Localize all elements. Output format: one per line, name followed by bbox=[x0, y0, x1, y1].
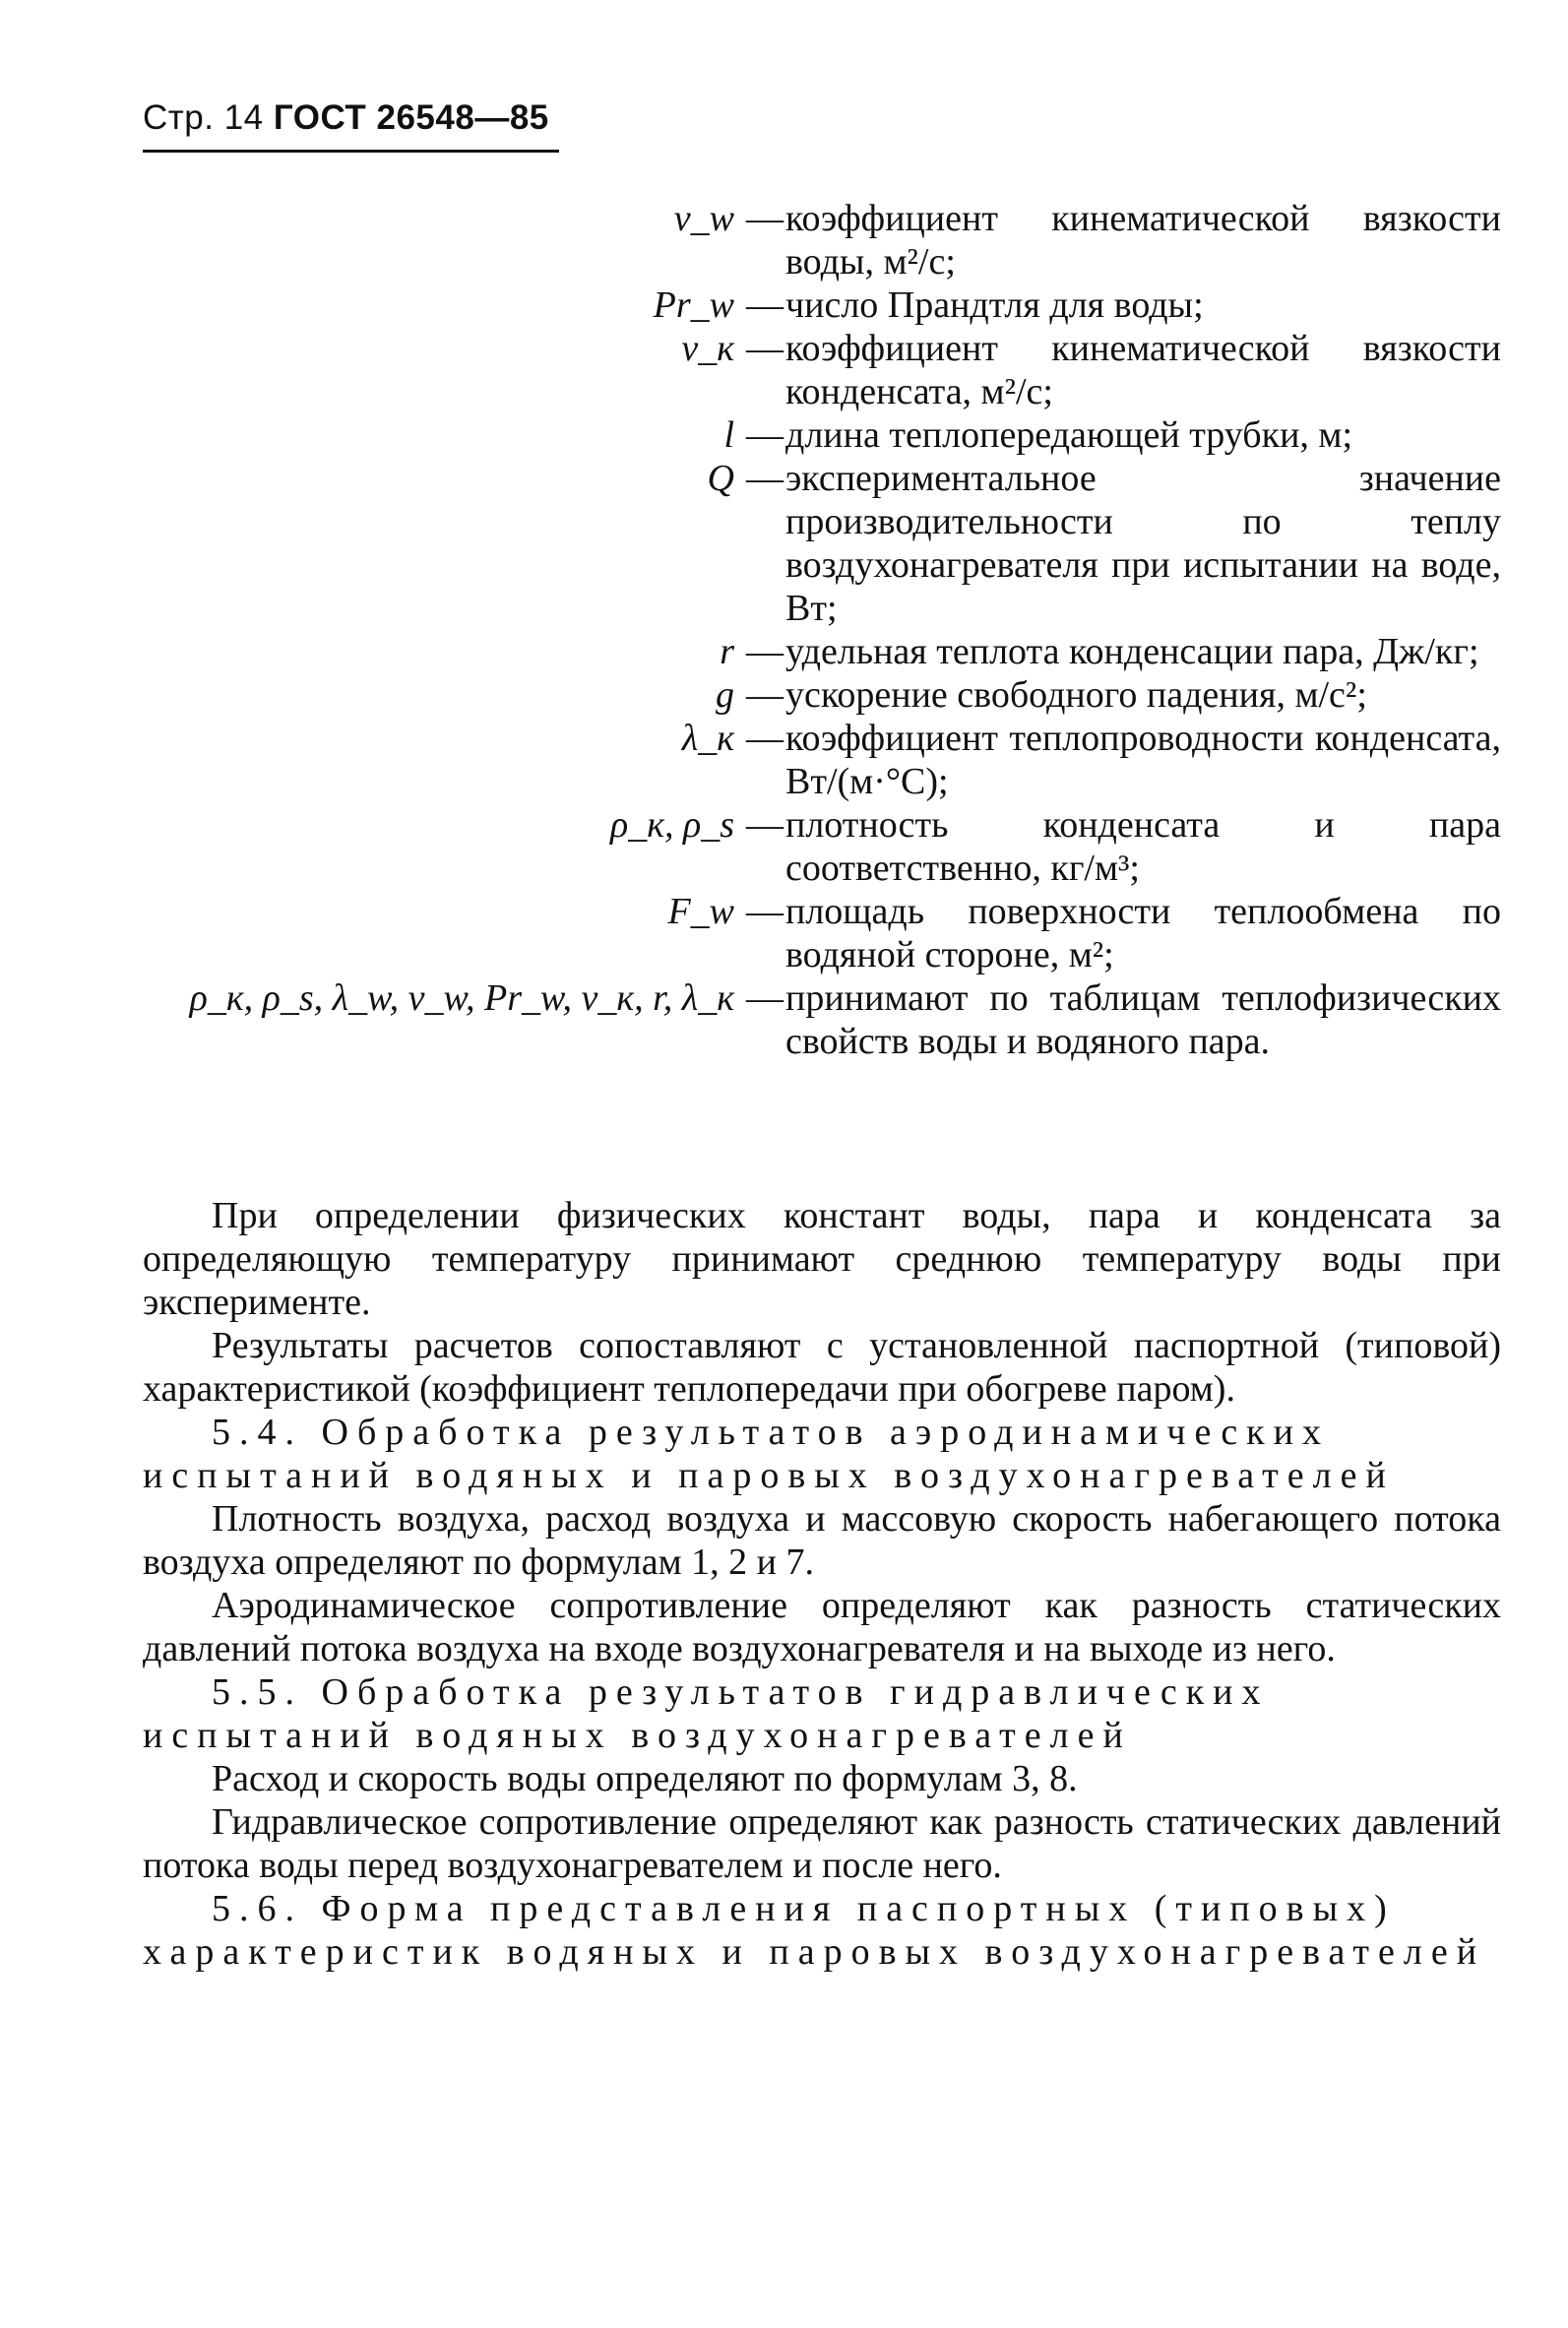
paragraph: Расход и скорость воды определяют по формулам 3, 8. bbox=[212, 1758, 1078, 1799]
definition-dash: — bbox=[746, 458, 784, 499]
definition-dash: — bbox=[746, 718, 784, 759]
definition-symbol: Q bbox=[707, 458, 734, 499]
definition-row bbox=[0, 890, 1568, 976]
definition-text: площадь поверхности теплообмена по водяной стороне, м²; bbox=[785, 891, 1501, 975]
definition-dash: — bbox=[746, 631, 784, 672]
paragraph: При определении физических констант воды, пара и конденсата за определяющую температуру принимают среднюю температуру воды при эксперименте. bbox=[143, 1195, 1501, 1323]
standard-number: ГОСТ 26548—85 bbox=[273, 98, 549, 137]
definition-dash: — bbox=[746, 414, 784, 456]
definition-dash: — bbox=[746, 328, 784, 369]
definition-symbol: Pr_w bbox=[653, 284, 734, 326]
definition-text: длина теплопередающей трубки, м; bbox=[785, 414, 1353, 456]
definition-row bbox=[0, 283, 1568, 327]
paragraph: Аэродинамическое сопротивление определяют как разность статических давлений потока воздуха на входе воздухонагревателя и на выходе из него. bbox=[143, 1585, 1501, 1669]
definition-row bbox=[0, 630, 1568, 673]
body-text bbox=[143, 1194, 1501, 1974]
definition-dash: — bbox=[746, 284, 784, 326]
definition-row bbox=[0, 976, 1568, 1063]
definition-row bbox=[0, 803, 1568, 890]
definition-text: экспериментальное значение производительности по теплу воздухонагревателя при испытании на воде, Вт; bbox=[785, 458, 1501, 629]
definition-row bbox=[0, 717, 1568, 803]
definition-row bbox=[0, 327, 1568, 413]
definition-dash: — bbox=[746, 804, 784, 846]
definition-symbol: ρ_к, ρ_s bbox=[609, 804, 734, 846]
definition-dash: — bbox=[746, 891, 784, 932]
section-heading: 5.6. Форма представления паспортных (типовых) характеристик водяных и паровых воздухонагревателей bbox=[143, 1888, 1486, 1973]
page-number: Стр. 14 bbox=[143, 98, 264, 137]
header-rule bbox=[143, 150, 559, 153]
definition-symbol: F_w bbox=[667, 891, 734, 932]
section-heading: 5.4. Обработка результатов аэродинамических испытаний водяных и паровых воздухонагревателей bbox=[143, 1412, 1395, 1496]
definition-text: принимают по таблицам теплофизических свойств воды и водяного пара. bbox=[785, 977, 1501, 1062]
definition-symbol: ρ_к, ρ_s, λ_w, ν_w, Pr_w, ν_к, r, λ_к bbox=[189, 977, 734, 1019]
page-header bbox=[143, 98, 549, 138]
definition-text: удельная теплота конденсации пара, Дж/кг; bbox=[785, 631, 1479, 672]
definition-dash: — bbox=[746, 977, 784, 1019]
definition-row bbox=[0, 457, 1568, 630]
definition-symbol: l bbox=[723, 414, 734, 456]
definition-dash: — bbox=[746, 674, 784, 716]
definition-symbol: λ_к bbox=[681, 718, 734, 759]
definition-symbol: g bbox=[716, 674, 734, 716]
definition-symbol: ν_к bbox=[681, 328, 734, 369]
definition-symbol: ν_w bbox=[673, 198, 734, 239]
paragraph: Результаты расчетов сопоставляют с установленной паспортной (типовой) характеристикой (коэффициент теплопередачи при обогреве паром). bbox=[143, 1325, 1501, 1410]
paragraph: Плотность воздуха, расход воздуха и массовую скорость набегающего потока воздуха определяют по формулам 1, 2 и 7. bbox=[143, 1498, 1501, 1583]
definition-row bbox=[0, 413, 1568, 457]
symbol-definitions bbox=[0, 197, 1568, 1063]
definition-dash: — bbox=[746, 198, 784, 239]
definition-row bbox=[0, 197, 1568, 283]
definition-text: коэффициент кинематической вязкости конденсата, м²/с; bbox=[785, 328, 1501, 412]
definition-text: ускорение свободного падения, м/с²; bbox=[785, 674, 1367, 716]
definition-text: плотность конденсата и пара соответственно, кг/м³; bbox=[785, 804, 1501, 889]
definition-text: коэффициент теплопроводности конденсата, Вт/(м·°С); bbox=[785, 718, 1501, 802]
section-heading: 5.5. Обработка результатов гидравлических испытаний водяных воздухонагревателей bbox=[143, 1671, 1270, 1756]
definition-text: число Прандтля для воды; bbox=[785, 284, 1204, 326]
definition-row bbox=[0, 673, 1568, 717]
definition-symbol: r bbox=[720, 631, 734, 672]
paragraph: Гидравлическое сопротивление определяют как разность статических давлений потока воды перед воздухонагревателем и после него. bbox=[143, 1801, 1501, 1886]
definition-text: коэффициент кинематической вязкости воды, м²/с; bbox=[785, 198, 1501, 283]
